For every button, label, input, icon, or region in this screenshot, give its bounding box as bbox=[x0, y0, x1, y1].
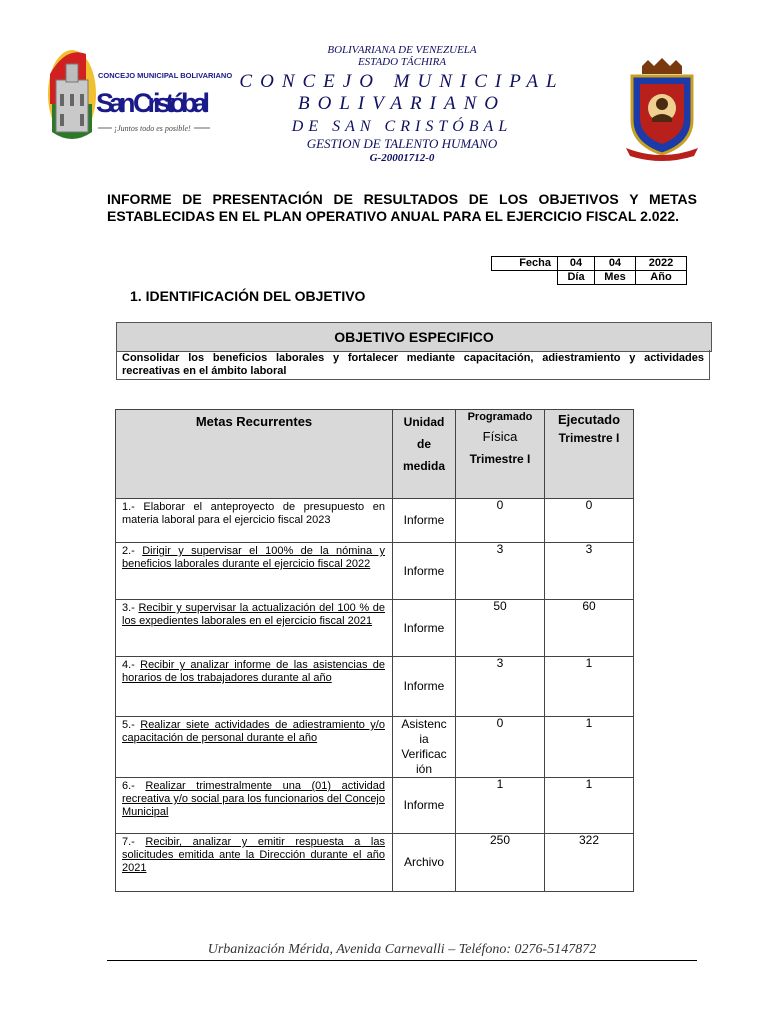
meta-number: 6.- bbox=[122, 780, 146, 792]
meta-unit: Informe bbox=[393, 778, 456, 834]
meta-number: 7.- bbox=[122, 836, 146, 848]
heading-line-5: DE SAN CRISTÓBAL bbox=[291, 118, 513, 135]
meta-programado: 250 bbox=[456, 834, 545, 892]
meta-number: 1.- bbox=[122, 501, 144, 513]
col-ejec-line1: Ejecutado bbox=[557, 412, 621, 427]
table-row bbox=[116, 657, 634, 717]
meta-programado: 50 bbox=[456, 600, 545, 657]
meta-ejecutado: 60 bbox=[545, 600, 634, 657]
meta-description bbox=[116, 543, 393, 600]
meta-programado: 3 bbox=[456, 657, 545, 717]
date-table bbox=[491, 256, 687, 285]
date-label: Fecha bbox=[492, 257, 558, 271]
date-day-label: Día bbox=[558, 271, 595, 285]
meta-description bbox=[116, 834, 393, 892]
heading-line-6: GESTION DE TALENTO HUMANO bbox=[306, 136, 498, 151]
table-row bbox=[116, 717, 634, 778]
meta-unit-part: Asistenc bbox=[401, 717, 447, 731]
date-year: 2022 bbox=[636, 257, 687, 271]
meta-programado: 1 bbox=[456, 778, 545, 834]
col-unidad-line1: Unidad bbox=[403, 415, 445, 429]
table-row bbox=[116, 499, 634, 543]
meta-unit: Informe bbox=[393, 499, 456, 543]
date-day: 04 bbox=[558, 257, 595, 271]
report-title: INFORME DE PRESENTACIÓN DE RESULTADOS DE LOS OBJETIVOS Y METAS ESTABLECIDAS EN EL PLAN OPERATIVO ANUAL PARA EL EJERCICIO FISCAL 2.022. bbox=[107, 191, 697, 224]
meta-text: Realizar siete actividades de adiestramiento y/o capacitación de personal durante el año bbox=[122, 719, 385, 744]
table-row bbox=[116, 600, 634, 657]
meta-unit: Informe bbox=[393, 657, 456, 717]
heading-line-3: CONCEJO MUNICIPAL bbox=[239, 71, 565, 92]
col-prog-line3: Trimestre I bbox=[469, 452, 531, 466]
heading-line-1: BOLIVARIANA DE VENEZUELA bbox=[327, 44, 477, 56]
table-row bbox=[116, 543, 634, 600]
meta-ejecutado: 3 bbox=[545, 543, 634, 600]
meta-programado: 0 bbox=[456, 717, 545, 778]
meta-number: 3.- bbox=[122, 602, 139, 614]
meta-ejecutado: 1 bbox=[545, 717, 634, 778]
objective-text: Consolidar los beneficios laborales y fortalecer mediante capacitación, adiestramiento y actividades recreativas en el ámbito laboral bbox=[116, 350, 710, 380]
meta-ejecutado: 0 bbox=[545, 499, 634, 543]
meta-text: Recibir y analizar informe de las asistencias de horarios de los trabajadores durante al año bbox=[122, 659, 385, 684]
meta-text: Recibir, analizar y emitir respuesta a las solicitudes emitida ante la Dirección durante el año 2021 bbox=[122, 836, 385, 874]
col-prog-line2: Física bbox=[482, 429, 518, 444]
meta-unit-part: Verificac bbox=[401, 747, 447, 761]
objective-header: OBJETIVO ESPECIFICO bbox=[116, 322, 712, 352]
col-unidad-line3: medida bbox=[402, 459, 445, 473]
table-row bbox=[116, 834, 634, 892]
meta-description bbox=[116, 657, 393, 717]
heading-line-4: BOLIVARIANO bbox=[298, 93, 506, 114]
meta-number: 2.- bbox=[122, 545, 143, 557]
meta-text: Recibir y supervisar la actualización del 100 % de los expedientes laborales en el ejercicio fiscal 2021 bbox=[122, 602, 385, 627]
heading-line-7: G-20001712-0 bbox=[369, 152, 435, 164]
meta-ejecutado: 322 bbox=[545, 834, 634, 892]
col-metas: Metas Recurrentes bbox=[116, 410, 393, 499]
meta-unit-part: ión bbox=[415, 762, 432, 776]
meta-description bbox=[116, 778, 393, 834]
meta-number: 5.- bbox=[122, 719, 141, 731]
meta-unit: Informe bbox=[393, 543, 456, 600]
meta-ejecutado: 1 bbox=[545, 657, 634, 717]
table-row bbox=[116, 778, 634, 834]
meta-description bbox=[116, 499, 393, 543]
meta-unit bbox=[393, 717, 456, 778]
logo-line1: CONCEJO MUNICIPAL BOLIVARIANO bbox=[98, 71, 233, 80]
footer-divider bbox=[107, 960, 697, 961]
meta-programado: 0 bbox=[456, 499, 545, 543]
heading-line-2: ESTADO TÁCHIRA bbox=[357, 56, 447, 68]
logo-line2: San Cristóbal bbox=[96, 88, 210, 118]
date-month-label: Mes bbox=[595, 271, 636, 285]
logo-slogan: ¡Juntos todo es posible! bbox=[114, 124, 191, 133]
municipal-logo bbox=[46, 44, 233, 148]
col-unidad-line2: de bbox=[416, 437, 431, 451]
col-prog-line1: Programado bbox=[467, 411, 533, 423]
institution-heading bbox=[216, 44, 588, 164]
col-unidad bbox=[393, 410, 456, 499]
metas-header-row bbox=[116, 410, 634, 499]
meta-unit-part: ia bbox=[419, 732, 429, 746]
meta-text: Dirigir y supervisar el 100% de la nómina y beneficios laborales durante el ejercicio fiscal 2022 bbox=[122, 545, 385, 570]
meta-unit: Archivo bbox=[393, 834, 456, 892]
meta-ejecutado: 1 bbox=[545, 778, 634, 834]
footer-address: Urbanización Mérida, Avenida Carnevalli – Teléfono: 0276-5147872 bbox=[207, 942, 597, 957]
meta-unit: Informe bbox=[393, 600, 456, 657]
meta-number: 4.- bbox=[122, 659, 141, 671]
date-year-label: Año bbox=[636, 271, 687, 285]
meta-description bbox=[116, 717, 393, 778]
metas-table bbox=[115, 409, 634, 892]
meta-programado: 3 bbox=[456, 543, 545, 600]
coat-of-arms-icon bbox=[622, 58, 702, 162]
section-heading: 1. IDENTIFICACIÓN DEL OBJETIVO bbox=[130, 288, 366, 304]
meta-text: Elaborar el anteproyecto de presupuesto en materia laboral para el ejercicio fiscal 2023 bbox=[122, 501, 385, 526]
date-month: 04 bbox=[595, 257, 636, 271]
col-ejec-line2: Trimestre I bbox=[558, 431, 620, 445]
meta-text: Realizar trimestralmente una (01) actividad recreativa y/o social para los funcionarios del Concejo Municipal bbox=[122, 780, 385, 818]
meta-description bbox=[116, 600, 393, 657]
col-ejecutado bbox=[545, 410, 634, 499]
col-programado bbox=[456, 410, 545, 499]
